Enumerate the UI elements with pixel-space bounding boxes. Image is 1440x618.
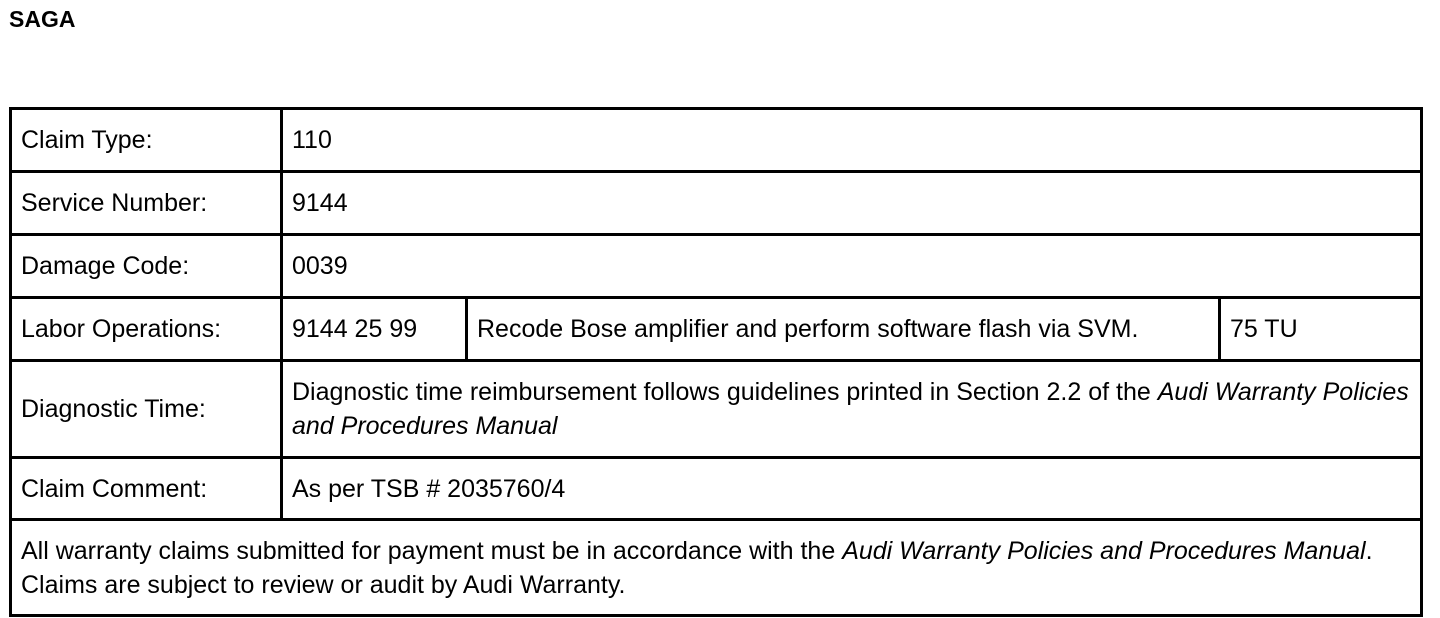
claim-comment-value: As per TSB # 2035760/4 — [282, 458, 1422, 520]
diagnostic-manual-title: Audi Warranty Policies and Procedures Manual — [292, 378, 1409, 440]
labor-operations-row — [11, 298, 1422, 361]
footer-text-before: All warranty claims submitted for payment must be in accordance with the — [21, 536, 836, 565]
claim-type-label: Claim Type: — [11, 109, 282, 172]
labor-operation-code: 9144 25 99 — [282, 298, 467, 361]
diagnostic-time-row — [11, 361, 1422, 458]
service-number-label: Service Number: — [11, 172, 282, 235]
service-number-value: 9144 — [282, 172, 1422, 235]
claim-comment-label: Claim Comment: — [11, 458, 282, 520]
footer-manual-title: Audi Warranty Policies and Procedures Manual — [842, 536, 1366, 565]
diagnostic-time-label: Diagnostic Time: — [11, 361, 282, 458]
footer-note — [11, 520, 1422, 616]
footer-text-after: . Claims are subject to review or audit by Audi Warranty. — [21, 536, 1373, 599]
claim-comment-row — [11, 458, 1422, 520]
damage-code-label: Damage Code: — [11, 235, 282, 298]
diagnostic-time-text: Diagnostic time reimbursement follows guidelines printed in Section 2.2 of the — [292, 378, 1151, 406]
service-number-row — [11, 172, 1422, 235]
labor-operation-time-units: 75 TU — [1220, 298, 1422, 361]
damage-code-value: 0039 — [282, 235, 1422, 298]
labor-operation-description: Recode Bose amplifier and perform software flash via SVM. — [467, 298, 1220, 361]
diagnostic-time-value — [282, 361, 1422, 458]
warranty-claim-table — [9, 107, 1423, 617]
damage-code-row — [11, 235, 1422, 298]
page-heading: SAGA — [9, 6, 76, 32]
claim-type-value: 110 — [282, 109, 1422, 172]
footer-row — [11, 520, 1422, 616]
labor-operations-label: Labor Operations: — [11, 298, 282, 361]
claim-type-row — [11, 109, 1422, 172]
